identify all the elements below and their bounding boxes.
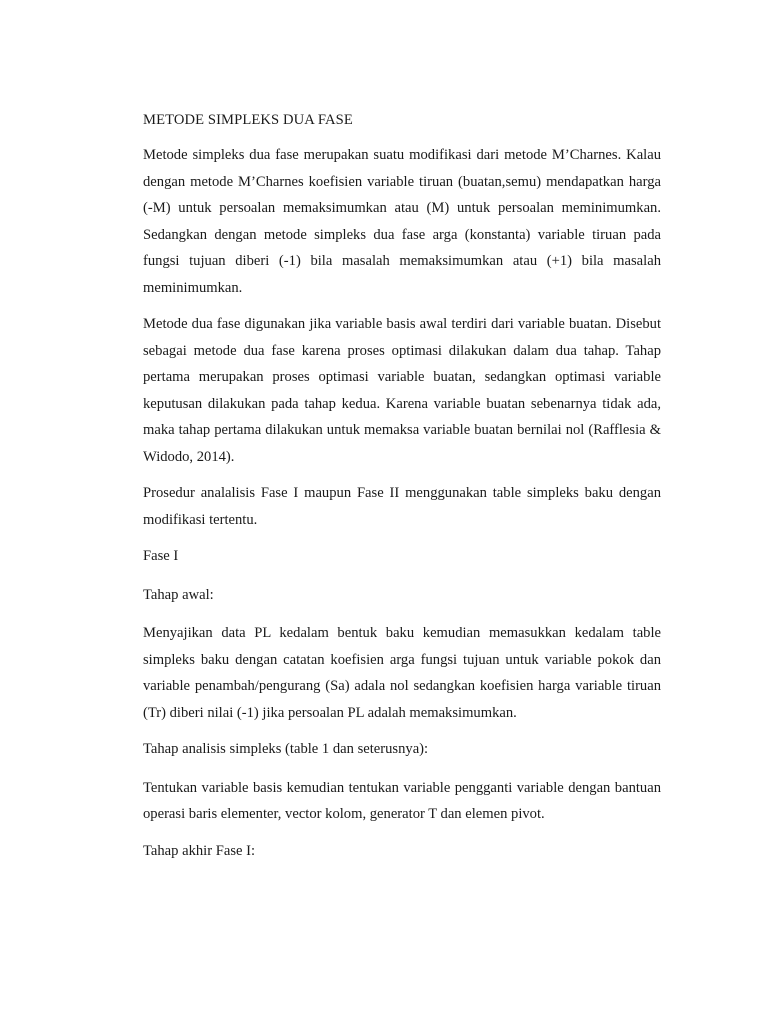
heading-fase-i: Fase I (143, 548, 179, 564)
paragraph-tahap-analisis: Tentukan variable basis kemudian tentukan variable pengganti variable dengan bantuan operasi baris elementer, vector kolom, generator T dan elemen pivot. (143, 779, 661, 822)
paragraph-intro: Metode simpleks dua fase merupakan suatu modifikasi dari metode M’Charnes. Kalau dengan metode M’Charnes koefisien variable tiruan (buatan,semu) mendapatkan harga (-M) untuk persoalan memaksimumkan atau (M) untuk persoalan meminimumkan. Sedangkan dengan metode simpleks dua fase arga (konstanta) variable tiruan pada fungsi tujuan diberi (-1) bila masalah memaksimumkan atau (+1) bila masalah meminimumkan. (143, 147, 661, 296)
paragraph-procedure: Prosedur analalisis Fase I maupun Fase II menggunakan table simpleks baku dengan modifikasi tertentu. (143, 485, 661, 528)
paragraph-two-phase: Metode dua fase digunakan jika variable basis awal terdiri dari variable buatan. Disebut sebagai metode dua fase karena proses optimasi dilakukan dalam dua tahap. Tahap pertama merupakan proses optimasi variable buatan, sedangkan optimasi variable keputusan dilakukan pada tahap kedua. Karena variable buatan sebenarnya tidak ada, maka tahap pertama dilakukan untuk memaksa variable buatan bernilai nol (Rafflesia & Widodo, 2014). (143, 316, 661, 465)
document-title: METODE SIMPLEKS DUA FASE (143, 112, 353, 128)
heading-tahap-akhir: Tahap akhir Fase I: (143, 842, 256, 859)
document-body (143, 108, 661, 876)
paragraph-tahap-awal: Menyajikan data PL kedalam bentuk baku kemudian memasukkan kedalam table simpleks baku dengan catatan koefisien arga fungsi tujuan untuk variable pokok dan variable penambah/pengurang (Sa) adala nol sedangkan koefisien harga variable tiruan (Tr) diberi nilai (-1) jika persoalan PL adalah memaksimumkan. (143, 625, 661, 721)
heading-tahap-analisis: Tahap analisis simpleks (table 1 dan seterusnya): (143, 741, 429, 757)
heading-tahap-awal: Tahap awal: (143, 586, 214, 603)
